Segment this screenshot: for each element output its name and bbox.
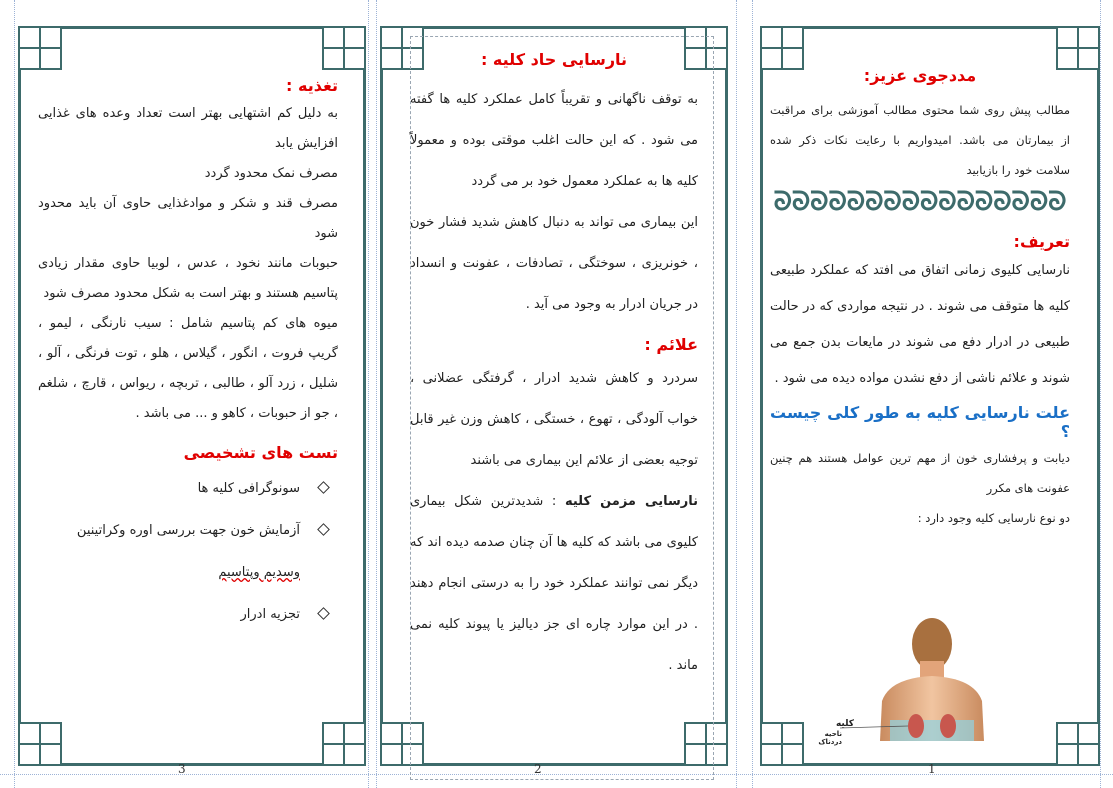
page-number: 1 [928, 762, 936, 776]
diamond-bullet-icon [317, 481, 330, 494]
page-guide [376, 0, 377, 788]
nutrition-item: به دلیل کم اشتهایی بهتر است تعداد وعده های غذایی افزایش یابد [38, 106, 338, 151]
page-guide [752, 0, 753, 788]
cause-text: دیابت و پرفشاری خون از مهم ترین عوامل هستند هم چنین عفونت های مکرر [770, 451, 1070, 495]
list-item: تجزیه ادرار [38, 594, 338, 636]
figure-label: کلیه [835, 719, 854, 729]
list-item: آزمایش خون جهت بررسی اوره وکراتینین [38, 510, 338, 552]
nutrition-heading: تغذیه : [286, 76, 338, 95]
panel-intro [760, 26, 1100, 776]
definition-heading: تعریف: [1013, 232, 1070, 251]
page-number: 3 [178, 762, 186, 776]
nutrition-item: مصرف قند و شکر و موادغذایی حاوی آن باید محدود شود [38, 196, 338, 241]
types-text: دو نوع نارسایی کلیه وجود دارد : [917, 511, 1070, 525]
nutrition-item: میوه های کم پتاسیم شامل : سیب نارنگی ، لیمو ، گریپ فروت ، انگور ، گیلاس ، هلو ، توت فرنگی ، آلو ، شلیل ، زرد آلو ، طالبی ، تربچه ، ریواس ، قارچ ، شلغم ، جو از حبوبات ، کاهو و ... می باشد . [38, 316, 338, 421]
page-guide [368, 0, 369, 788]
tests-list [38, 468, 338, 636]
nutrition-item: مصرف نمک محدود گردد [204, 166, 338, 181]
symptoms-text: سردرد و کاهش شدید ادرار ، گرفتگی عضلانی ، خواب آلودگی ، تهوع ، خستگی ، کاهش وزن غیر قابل توجیه بعضی از علائم این بیماری می باشند [410, 371, 698, 468]
chronic-text: نارسایی مزمن کلیه : شدیدترین شکل بیماری کلیوی می باشد که کلیه ها آن چنان صدمه دیده اند که دیگر نمی توانند عملکرد خود را به درستی انجام دهند . در این موارد چاره ای جز دیالیز یا پیوند کلیه نمی ماند . [410, 494, 698, 673]
kidney-body-illustration [818, 616, 1020, 746]
acute-causes: این بیماری می تواند به دنبال کاهش شدید فشار خون ، خونریزی ، سوختگی ، تصادفات ، عفونت و انسداد در جریان ادرار به وجود می آید . [410, 215, 698, 312]
symptoms-heading: علائم : [644, 335, 698, 354]
page-guide [14, 0, 15, 788]
frame-corner-ornament [1056, 26, 1100, 70]
definition-text: نارسایی کلیوی زمانی اتفاق می افتد که عملکرد طبیعی کلیه ها متوقف می شوند . در نتیجه مواردی که در حالت طبیعی در ادرار دفع می شوند در مایعات بدن جمع می شوند و علائم ناشی از دفع نشدن مواده دیده می شود . [770, 263, 1070, 386]
page-guide [1100, 0, 1101, 788]
acute-description: به توقف ناگهانی و تقریباً کامل عملکرد کلیه ها گفته می شود . که این حالت اغلب موقتی بوده و معمولاً کلیه ها به عملکرد معمول خود بر می گردد [410, 92, 698, 189]
frame-corner-ornament [322, 26, 366, 70]
panel-acute-failure [380, 26, 728, 776]
figure-label: دردناک [818, 738, 842, 746]
diamond-bullet-icon [317, 523, 330, 536]
frame-corner-ornament [760, 26, 804, 70]
panel-nutrition [18, 26, 366, 776]
diagnostic-tests-heading: تست های تشخیصی [183, 443, 338, 462]
wave-ornament: ᘐᘐᘐᘐᘐᘐᘐᘐᘐᘐᘐᘐᘐᘐᘐᘐ [773, 187, 1067, 217]
list-item: وسدیم وپتاسیم [218, 565, 300, 580]
figure-label: ناحیه [824, 730, 842, 738]
acute-heading: نارسایی حاد کلیه : [480, 50, 628, 69]
cause-heading: علت نارسایی کلیه به طور کلی چیست ؟ [770, 403, 1070, 441]
list-item: سونوگرافی کلیه ها [38, 468, 338, 510]
page-number: 2 [534, 762, 542, 776]
intro-text: مطالب پیش روی شما محتوی مطالب آموزشی برای مراقبت از بیمارتان می باشد. امیدواریم با رعایت نکات ذکر شده سلامت خود را بازیابید [770, 103, 1070, 177]
frame-corner-ornament [18, 26, 62, 70]
diamond-bullet-icon [317, 607, 330, 620]
greeting-heading: مددجوی عزیز: [863, 66, 977, 85]
nutrition-item: حبوبات مانند نخود ، عدس ، لوبیا حاوی مقدار زیادی پتاسیم هستند و بهتر است به شکل محدود مصرف شود [38, 256, 338, 301]
page-guide [736, 0, 737, 788]
